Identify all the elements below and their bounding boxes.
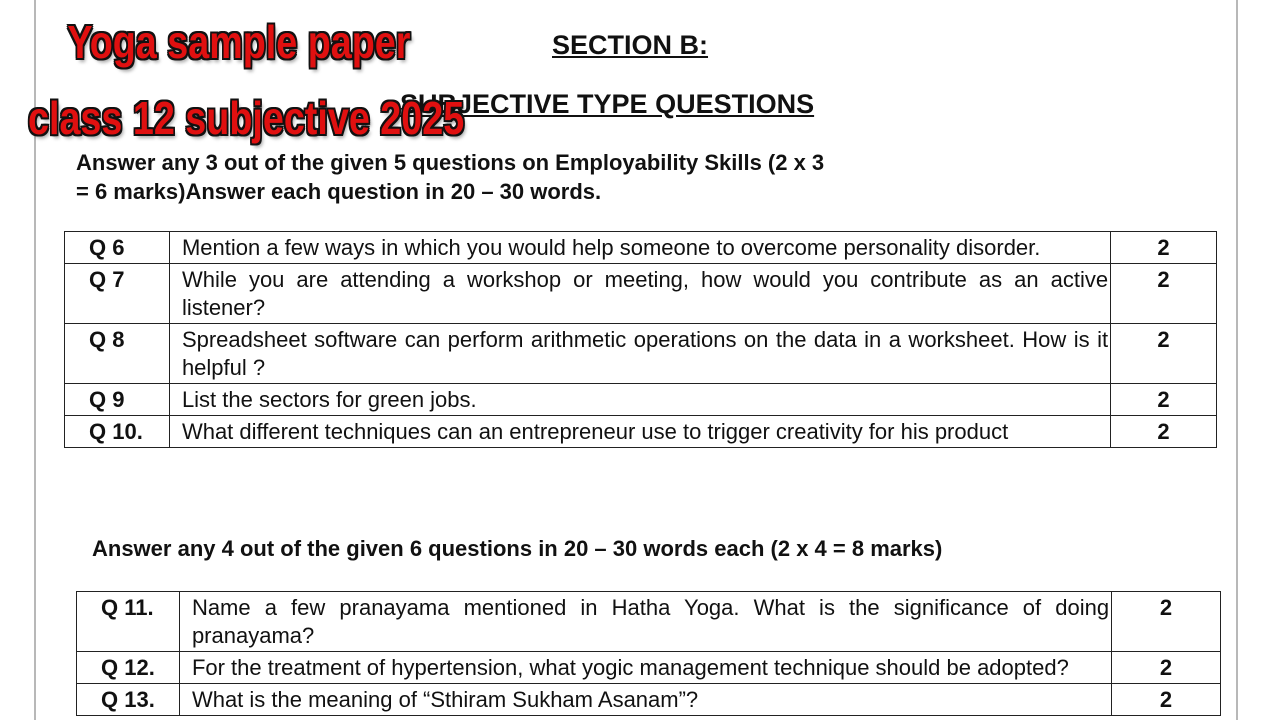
table-row (65, 384, 1217, 416)
question-text: Mention a few ways in which you would help someone to overcome personality disorder. (169, 232, 1110, 264)
question-number: Q 10. (65, 416, 170, 448)
part2-instruction: Answer any 4 out of the given 6 questions in 20 – 30 words each (2 x 4 = 8 marks) (92, 536, 943, 561)
part1-instruction-line-2: = 6 marks)Answer each question in 20 – 30 words. (76, 179, 602, 204)
section-title: SECTION B: (552, 30, 709, 60)
thumbnail-overlay-text (28, 14, 464, 146)
question-text: What different techniques can an entrepreneur use to trigger creativity for his product (169, 416, 1110, 448)
section-subtitle: SUBJECTIVE TYPE QUESTIONS (400, 89, 815, 119)
question-number: Q 6 (65, 232, 170, 264)
question-number: Q 8 (65, 324, 170, 384)
question-number: Q 7 (65, 264, 170, 324)
question-text: Spreadsheet software can perform arithmetic operations on the data in a worksheet. How is it helpful ? (169, 324, 1110, 384)
table-row (65, 416, 1217, 448)
question-text: Name a few pranayama mentioned in Hatha Yoga. What is the significance of doing pranayama? (179, 592, 1111, 652)
question-marks: 2 (1111, 324, 1217, 384)
question-number: Q 11. (77, 592, 180, 652)
question-text: List the sectors for green jobs. (169, 384, 1110, 416)
question-marks: 2 (1112, 592, 1221, 652)
question-marks: 2 (1112, 652, 1221, 684)
question-text: While you are attending a workshop or meeting, how would you contribute as an active listener? (169, 264, 1110, 324)
table-row (65, 324, 1217, 384)
question-marks: 2 (1112, 684, 1221, 716)
table-row (65, 232, 1217, 264)
table-row (77, 684, 1221, 716)
question-number: Q 13. (77, 684, 180, 716)
part1-instruction-line-1: Answer any 3 out of the given 5 questions on Employability Skills (2 x 3 (76, 150, 825, 175)
table-row (77, 592, 1221, 652)
question-marks: 2 (1111, 232, 1217, 264)
question-marks: 2 (1111, 416, 1217, 448)
employability-questions-table (64, 231, 1217, 448)
question-number: Q 9 (65, 384, 170, 416)
yoga-questions-table (76, 591, 1221, 716)
overlay-line-1: Yoga sample paper (67, 16, 411, 68)
question-text: What is the meaning of “Sthiram Sukham Asanam”? (179, 684, 1111, 716)
table-row (65, 264, 1217, 324)
question-text: For the treatment of hypertension, what yogic management technique should be adopted? (179, 652, 1111, 684)
table-row (77, 652, 1221, 684)
question-marks: 2 (1111, 264, 1217, 324)
overlay-line-2: class 12 subjective 2025 (28, 92, 465, 144)
part1-instruction (76, 148, 996, 206)
question-number: Q 12. (77, 652, 180, 684)
question-marks: 2 (1111, 384, 1217, 416)
